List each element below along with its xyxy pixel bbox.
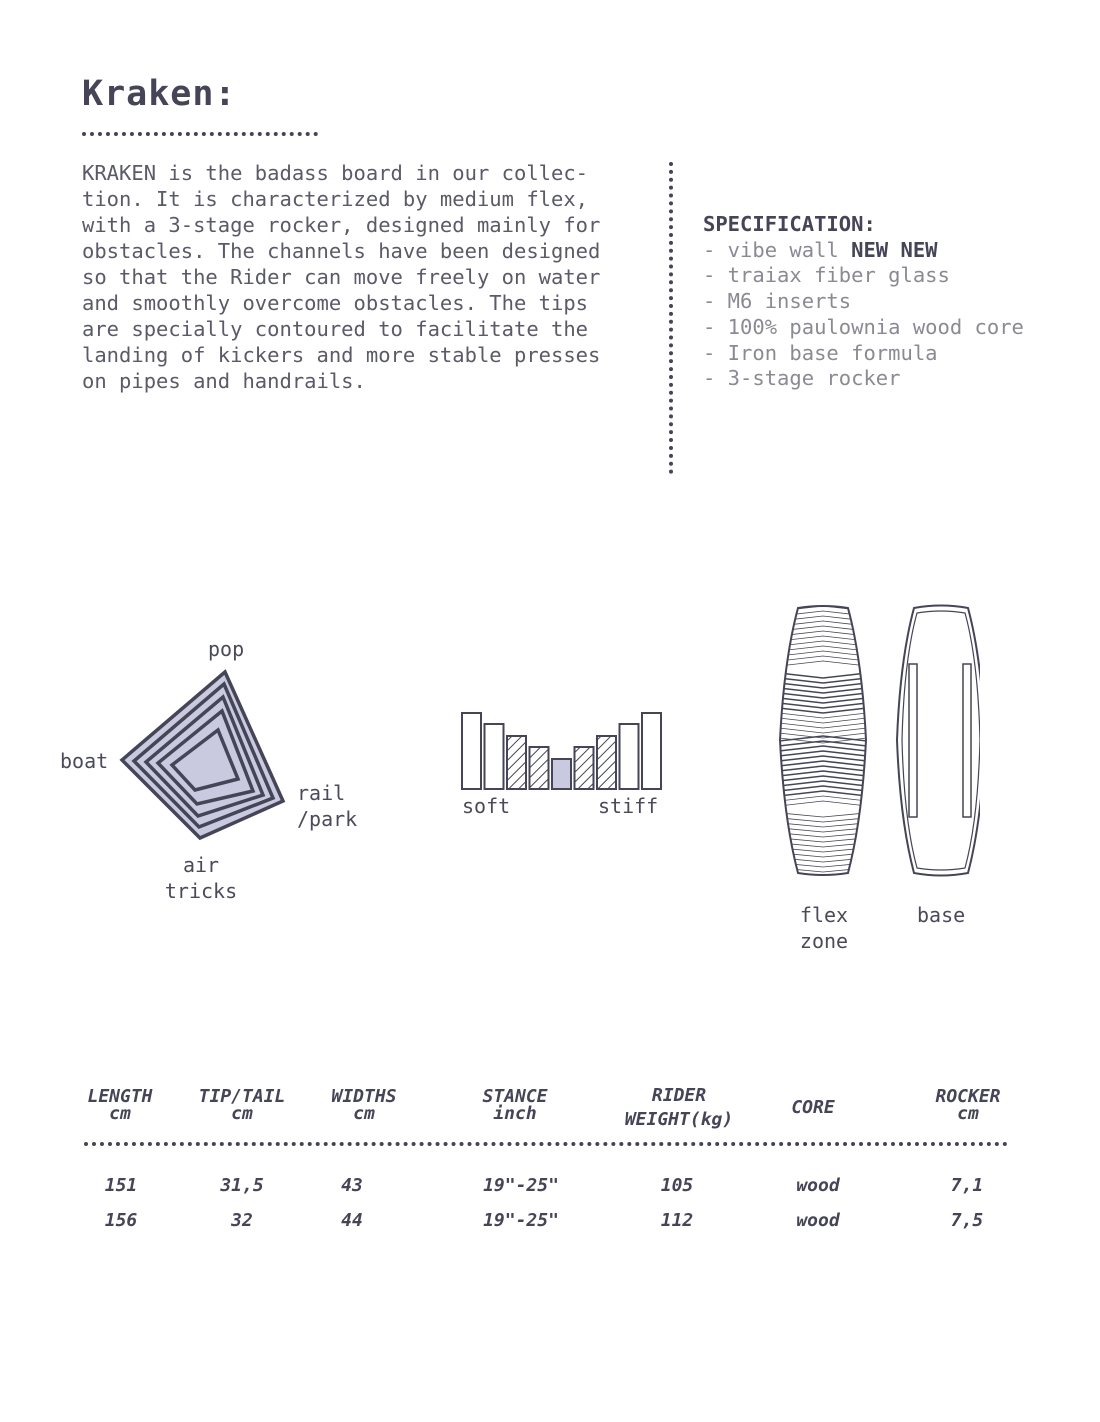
table-cell: 112: [660, 1210, 694, 1231]
table-cell: 43: [341, 1175, 363, 1196]
base-board-inner: [902, 611, 980, 870]
radar-label-rail-park: rail /park: [297, 781, 358, 831]
spec-item: - M6 inserts: [703, 289, 852, 314]
column-divider: [669, 162, 673, 474]
flex-bar: [642, 713, 661, 789]
column-header-length: LENGTH cm: [87, 1086, 153, 1124]
flex-bar: [530, 747, 549, 789]
flex-bar: [575, 747, 594, 789]
radar-diagram: [110, 660, 300, 850]
table-cell: 19"-25": [483, 1175, 559, 1196]
page-title: Kraken:: [82, 74, 237, 114]
base-label: base: [917, 903, 966, 927]
table-divider: [84, 1142, 1008, 1146]
flex-soft-label: soft: [462, 794, 511, 818]
flex-scale: [455, 705, 670, 797]
flex-stiff-label: stiff: [598, 794, 659, 818]
radar-label-air-tricks: air tricks: [164, 853, 238, 903]
column-header-rider-weight: RIDER WEIGHT(kg): [624, 1085, 734, 1130]
table-cell: 31,5: [220, 1175, 264, 1196]
flex-bar: [485, 724, 504, 789]
base-channel-left: [909, 664, 917, 817]
radar-label-boat: boat: [60, 749, 109, 773]
spec-item: - Iron base formula: [703, 340, 938, 365]
spec-item: - 100% paulownia wood core: [703, 314, 1024, 339]
column-header-widths: WIDTHS cm: [331, 1086, 397, 1124]
column-header-rocker: ROCKER cm: [935, 1086, 1001, 1124]
flex-bar: [462, 713, 481, 789]
base-channel-right: [963, 664, 971, 817]
table-cell: 151: [104, 1175, 138, 1196]
flex-bar: [597, 736, 616, 789]
specification-heading: SPECIFICATION:: [703, 212, 876, 236]
table-cell: 156: [104, 1210, 138, 1231]
spec-item: - 3-stage rocker: [703, 366, 901, 391]
specification-block: [703, 212, 1024, 392]
column-header-stance: STANCE inch: [482, 1086, 548, 1124]
table-cell: 105: [660, 1175, 694, 1196]
flex-bar: [507, 736, 526, 789]
table-cell: 44: [341, 1210, 363, 1231]
column-header-tip-tail: TIP/TAIL cm: [198, 1086, 286, 1124]
spec-item: - traiax fiber glass: [703, 263, 950, 288]
table-cell: wood: [796, 1210, 840, 1231]
board-views: [770, 600, 980, 885]
spec-item: - vibe wall NEW NEW: [703, 237, 938, 262]
flex-bar: [620, 724, 639, 789]
radar-label-pop: pop: [208, 637, 245, 661]
table-cell: wood: [796, 1175, 840, 1196]
table-cell: 7,1: [950, 1175, 984, 1196]
table-cell: 32: [231, 1210, 253, 1231]
table-cell: 19"-25": [483, 1210, 559, 1231]
flex-zone-board: [770, 606, 876, 877]
flex-bar-selected: [552, 759, 571, 789]
board-description: KRAKEN is the badass board in our collec- tion. It is characterized by medium flex, with a 3-stage rocker, designed mainly for obstacles. The channels have been designed so that the Rider can move freely on water and smoothly overcome obstacles. The tips are specially contoured to facilitate the landing of kickers and more stable presses on pipes and handrails.: [82, 161, 601, 393]
title-divider: [82, 132, 318, 136]
table-cell: 7,5: [950, 1210, 984, 1231]
column-header-core: CORE: [791, 1097, 835, 1118]
flex-zone-label: flex zone: [799, 903, 849, 953]
